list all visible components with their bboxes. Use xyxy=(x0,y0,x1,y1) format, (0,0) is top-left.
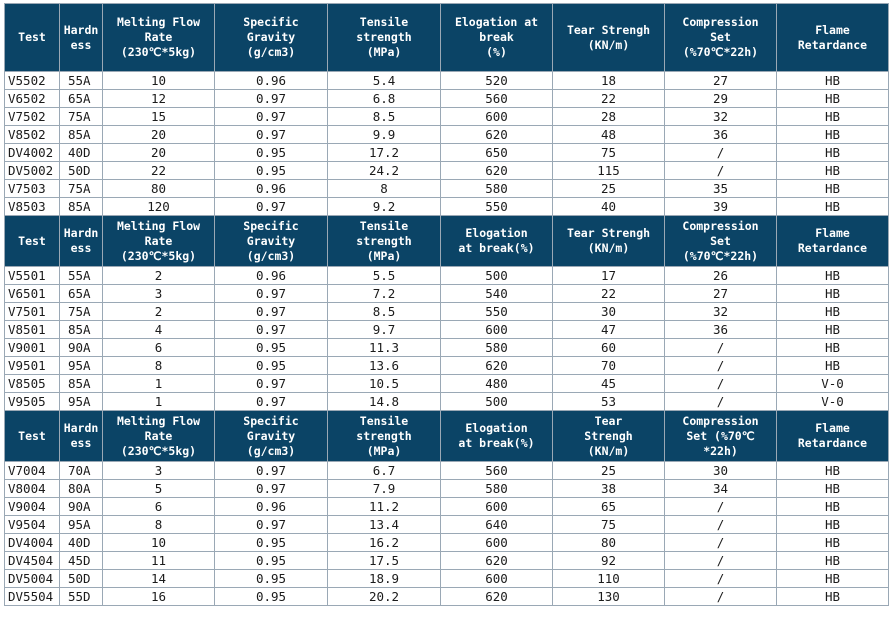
table-cell: 10.5 xyxy=(328,375,441,393)
table-cell: 10 xyxy=(103,534,215,552)
table-cell: 520 xyxy=(441,72,553,90)
table-cell: HB xyxy=(777,90,889,108)
table-cell: 11.2 xyxy=(328,498,441,516)
grade-cell: DV4504 xyxy=(5,552,60,570)
column-header: Melting Flow Rate (230℃*5kg) xyxy=(103,216,215,267)
column-header: Compression Set (%70℃*22h) xyxy=(665,4,777,72)
table-cell: 12 xyxy=(103,90,215,108)
table-cell: 540 xyxy=(441,285,553,303)
table-cell: HB xyxy=(777,126,889,144)
table-cell: 30 xyxy=(665,462,777,480)
table-cell: 6.8 xyxy=(328,90,441,108)
table-cell: 0.97 xyxy=(215,516,328,534)
table-cell: 0.97 xyxy=(215,321,328,339)
table-row xyxy=(5,375,889,393)
table-cell: 38 xyxy=(553,480,665,498)
table-cell: 2 xyxy=(103,267,215,285)
table-cell: HB xyxy=(777,72,889,90)
table-cell: 32 xyxy=(665,108,777,126)
table-row xyxy=(5,588,889,606)
table-cell: HB xyxy=(777,198,889,216)
table-cell: 80 xyxy=(103,180,215,198)
table-cell: 0.96 xyxy=(215,180,328,198)
table-cell: 480 xyxy=(441,375,553,393)
table-cell: 26 xyxy=(665,267,777,285)
table-cell: V-0 xyxy=(777,393,889,411)
grade-cell: DV5002 xyxy=(5,162,60,180)
table-cell: 11 xyxy=(103,552,215,570)
table-cell: 85A xyxy=(60,126,103,144)
table-cell: 620 xyxy=(441,552,553,570)
table-cell: 500 xyxy=(441,393,553,411)
table-cell: 70A xyxy=(60,462,103,480)
table-cell: 0.97 xyxy=(215,198,328,216)
table-cell: 85A xyxy=(60,375,103,393)
column-header: Hardn ess xyxy=(60,4,103,72)
grade-cell: V7502 xyxy=(5,108,60,126)
table-cell: 75A xyxy=(60,303,103,321)
table-cell: HB xyxy=(777,570,889,588)
table-cell: 580 xyxy=(441,480,553,498)
table-cell: 8 xyxy=(103,516,215,534)
grade-cell: V6502 xyxy=(5,90,60,108)
table-cell: / xyxy=(665,375,777,393)
table-row xyxy=(5,72,889,90)
table-cell: HB xyxy=(777,534,889,552)
table-cell: 32 xyxy=(665,303,777,321)
grade-cell: V6501 xyxy=(5,285,60,303)
table-cell: 130 xyxy=(553,588,665,606)
table-cell: 580 xyxy=(441,339,553,357)
table-cell: 17.2 xyxy=(328,144,441,162)
table-cell: V-0 xyxy=(777,375,889,393)
table-cell: 10 xyxy=(103,72,215,90)
column-header: Tear Strengh (KN/m) xyxy=(553,216,665,267)
table-cell: 28 xyxy=(553,108,665,126)
column-header: Melting Flow Rate (230℃*5kg) xyxy=(103,4,215,72)
table-row xyxy=(5,498,889,516)
table-cell: 55D xyxy=(60,588,103,606)
table-cell: 35 xyxy=(665,180,777,198)
table-cell: 560 xyxy=(441,90,553,108)
table-cell: 85A xyxy=(60,321,103,339)
table-cell: 9.2 xyxy=(328,198,441,216)
grade-cell: DV4002 xyxy=(5,144,60,162)
table-cell: 0.96 xyxy=(215,498,328,516)
table-cell: 0.97 xyxy=(215,303,328,321)
table-cell: 0.95 xyxy=(215,534,328,552)
table-cell: HB xyxy=(777,498,889,516)
table-cell: HB xyxy=(777,144,889,162)
table-cell: 48 xyxy=(553,126,665,144)
table-cell: 36 xyxy=(665,321,777,339)
grade-cell: DV5504 xyxy=(5,588,60,606)
table-cell: 8.5 xyxy=(328,108,441,126)
table-cell: HB xyxy=(777,108,889,126)
table-cell: 75 xyxy=(553,516,665,534)
table-cell: 80A xyxy=(60,480,103,498)
table-cell: 0.97 xyxy=(215,90,328,108)
table-cell: 90A xyxy=(60,498,103,516)
column-header: Elogation at break(%) xyxy=(441,411,553,462)
table-cell: 9.7 xyxy=(328,321,441,339)
table-row xyxy=(5,480,889,498)
column-header: Test xyxy=(5,411,60,462)
table-cell: 24.2 xyxy=(328,162,441,180)
table-cell: HB xyxy=(777,588,889,606)
grade-cell: V9501 xyxy=(5,357,60,375)
table-cell: HB xyxy=(777,267,889,285)
table-cell: 7.9 xyxy=(328,480,441,498)
table-cell: 36 xyxy=(665,126,777,144)
table-cell: 20.2 xyxy=(328,588,441,606)
table-cell: 40D xyxy=(60,144,103,162)
table-row xyxy=(5,162,889,180)
table-cell: 65A xyxy=(60,90,103,108)
properties-table xyxy=(4,3,889,606)
table-cell: 25 xyxy=(553,180,665,198)
table-cell: 600 xyxy=(441,108,553,126)
table-row xyxy=(5,570,889,588)
table-cell: 0.97 xyxy=(215,108,328,126)
table-cell: 29 xyxy=(665,90,777,108)
table-row xyxy=(5,267,889,285)
table-cell: 8 xyxy=(328,180,441,198)
table-cell: 18.9 xyxy=(328,570,441,588)
table-cell: HB xyxy=(777,303,889,321)
table-cell: HB xyxy=(777,516,889,534)
column-header: Tear Strengh (KN/m) xyxy=(553,4,665,72)
table-cell: / xyxy=(665,498,777,516)
table-cell: 560 xyxy=(441,462,553,480)
table-cell: HB xyxy=(777,357,889,375)
table-cell: 50D xyxy=(60,162,103,180)
column-header: Tensile strength (MPa) xyxy=(328,411,441,462)
grade-cell: V7004 xyxy=(5,462,60,480)
table-cell: 2 xyxy=(103,303,215,321)
table-cell: 0.97 xyxy=(215,375,328,393)
table-cell: 39 xyxy=(665,198,777,216)
table-cell: 3 xyxy=(103,462,215,480)
table-cell: 120 xyxy=(103,198,215,216)
table-row xyxy=(5,321,889,339)
table-row xyxy=(5,198,889,216)
header-row xyxy=(5,411,889,462)
table-cell: 45 xyxy=(553,375,665,393)
table-cell: 550 xyxy=(441,198,553,216)
grade-cell: V7501 xyxy=(5,303,60,321)
table-cell: 27 xyxy=(665,285,777,303)
table-cell: 70 xyxy=(553,357,665,375)
table-cell: 550 xyxy=(441,303,553,321)
column-header: Specific Gravity (g/cm3) xyxy=(215,411,328,462)
table-cell: 0.96 xyxy=(215,72,328,90)
table-cell: 0.95 xyxy=(215,357,328,375)
table-row xyxy=(5,339,889,357)
table-cell: 0.95 xyxy=(215,162,328,180)
table-cell: 0.95 xyxy=(215,588,328,606)
column-header: Tensile strength (MPa) xyxy=(328,4,441,72)
table-cell: 65A xyxy=(60,285,103,303)
table-cell: / xyxy=(665,144,777,162)
table-cell: 90A xyxy=(60,339,103,357)
table-row xyxy=(5,552,889,570)
table-cell: 95A xyxy=(60,393,103,411)
table-cell: 0.95 xyxy=(215,570,328,588)
table-cell: 8.5 xyxy=(328,303,441,321)
table-cell: 1 xyxy=(103,393,215,411)
grade-cell: DV5004 xyxy=(5,570,60,588)
table-cell: 1 xyxy=(103,375,215,393)
grade-cell: DV4004 xyxy=(5,534,60,552)
table-cell: 14 xyxy=(103,570,215,588)
table-cell: 75A xyxy=(60,108,103,126)
column-header: Hardn ess xyxy=(60,411,103,462)
table-cell: 34 xyxy=(665,480,777,498)
grade-cell: V9505 xyxy=(5,393,60,411)
table-row xyxy=(5,126,889,144)
table-cell: 65 xyxy=(553,498,665,516)
table-cell: 55A xyxy=(60,72,103,90)
table-cell: 75A xyxy=(60,180,103,198)
table-cell: 6.7 xyxy=(328,462,441,480)
table-row xyxy=(5,462,889,480)
grade-cell: V9504 xyxy=(5,516,60,534)
table-cell: 27 xyxy=(665,72,777,90)
table-row xyxy=(5,303,889,321)
table-row xyxy=(5,108,889,126)
table-cell: HB xyxy=(777,321,889,339)
table-cell: 47 xyxy=(553,321,665,339)
table-cell: 0.97 xyxy=(215,480,328,498)
table-cell: HB xyxy=(777,162,889,180)
table-cell: 0.97 xyxy=(215,126,328,144)
table-cell: 45D xyxy=(60,552,103,570)
grade-cell: V8505 xyxy=(5,375,60,393)
table-cell: 620 xyxy=(441,126,553,144)
table-cell: / xyxy=(665,552,777,570)
table-cell: 17 xyxy=(553,267,665,285)
table-cell: 13.6 xyxy=(328,357,441,375)
table-cell: 620 xyxy=(441,588,553,606)
table-cell: / xyxy=(665,339,777,357)
table-cell: 80 xyxy=(553,534,665,552)
table-cell: 75 xyxy=(553,144,665,162)
grade-cell: V5501 xyxy=(5,267,60,285)
table-cell: 0.95 xyxy=(215,339,328,357)
table-cell: 13.4 xyxy=(328,516,441,534)
table-row xyxy=(5,285,889,303)
grade-cell: V8503 xyxy=(5,198,60,216)
table-cell: 5 xyxy=(103,480,215,498)
table-cell: HB xyxy=(777,180,889,198)
table-cell: 55A xyxy=(60,267,103,285)
table-cell: 30 xyxy=(553,303,665,321)
column-header: Compression Set (%70℃ *22h) xyxy=(665,411,777,462)
table-cell: 650 xyxy=(441,144,553,162)
table-cell: HB xyxy=(777,285,889,303)
table-cell: 0.95 xyxy=(215,552,328,570)
table-cell: / xyxy=(665,357,777,375)
table-row xyxy=(5,393,889,411)
table-cell: 0.95 xyxy=(215,144,328,162)
table-cell: 22 xyxy=(553,90,665,108)
table-cell: 20 xyxy=(103,144,215,162)
table-cell: 50D xyxy=(60,570,103,588)
column-header: Elogation at break (%) xyxy=(441,4,553,72)
table-row xyxy=(5,144,889,162)
grade-cell: V8502 xyxy=(5,126,60,144)
table-cell: 5.4 xyxy=(328,72,441,90)
table-cell: / xyxy=(665,570,777,588)
table-cell: HB xyxy=(777,339,889,357)
grade-cell: V8004 xyxy=(5,480,60,498)
table-cell: 115 xyxy=(553,162,665,180)
table-cell: / xyxy=(665,516,777,534)
table-cell: 600 xyxy=(441,534,553,552)
table-cell: 620 xyxy=(441,357,553,375)
column-header: Hardn ess xyxy=(60,216,103,267)
grade-cell: V8501 xyxy=(5,321,60,339)
table-cell: 620 xyxy=(441,162,553,180)
column-header: Tear Strengh (KN/m) xyxy=(553,411,665,462)
table-row xyxy=(5,534,889,552)
table-cell: 22 xyxy=(553,285,665,303)
column-header: Test xyxy=(5,216,60,267)
column-header: Flame Retardance xyxy=(777,216,889,267)
table-cell: 40 xyxy=(553,198,665,216)
table-cell: 18 xyxy=(553,72,665,90)
table-cell: / xyxy=(665,162,777,180)
table-row xyxy=(5,90,889,108)
table-cell: 40D xyxy=(60,534,103,552)
grade-cell: V5502 xyxy=(5,72,60,90)
table-cell: 16 xyxy=(103,588,215,606)
table-cell: 22 xyxy=(103,162,215,180)
table-cell: 92 xyxy=(553,552,665,570)
table-cell: 7.2 xyxy=(328,285,441,303)
column-header: Flame Retardance xyxy=(777,411,889,462)
column-header: Elogation at break(%) xyxy=(441,216,553,267)
table-cell: 0.97 xyxy=(215,462,328,480)
column-header: Flame Retardance xyxy=(777,4,889,72)
table-cell: 5.5 xyxy=(328,267,441,285)
table-cell: 4 xyxy=(103,321,215,339)
table-cell: HB xyxy=(777,462,889,480)
grade-cell: V9001 xyxy=(5,339,60,357)
table-cell: 6 xyxy=(103,339,215,357)
table-cell: 95A xyxy=(60,516,103,534)
column-header: Specific Gravity (g/cm3) xyxy=(215,216,328,267)
table-cell: 9.9 xyxy=(328,126,441,144)
table-cell: 0.97 xyxy=(215,285,328,303)
table-cell: 60 xyxy=(553,339,665,357)
table-cell: 580 xyxy=(441,180,553,198)
grade-cell: V7503 xyxy=(5,180,60,198)
table-cell: 0.96 xyxy=(215,267,328,285)
table-cell: 16.2 xyxy=(328,534,441,552)
table-cell: 110 xyxy=(553,570,665,588)
table-cell: 0.97 xyxy=(215,393,328,411)
table-row xyxy=(5,516,889,534)
table-cell: HB xyxy=(777,552,889,570)
table-cell: 640 xyxy=(441,516,553,534)
header-row xyxy=(5,4,889,72)
table-cell: 14.8 xyxy=(328,393,441,411)
table-cell: 53 xyxy=(553,393,665,411)
table-cell: / xyxy=(665,393,777,411)
column-header: Specific Gravity (g/cm3) xyxy=(215,4,328,72)
table-row xyxy=(5,357,889,375)
table-cell: 6 xyxy=(103,498,215,516)
table-cell: 17.5 xyxy=(328,552,441,570)
table-cell: 600 xyxy=(441,570,553,588)
grade-cell: V9004 xyxy=(5,498,60,516)
table-cell: 500 xyxy=(441,267,553,285)
table-cell: 3 xyxy=(103,285,215,303)
column-header: Test xyxy=(5,4,60,72)
header-row xyxy=(5,216,889,267)
table-cell: HB xyxy=(777,480,889,498)
table-cell: 600 xyxy=(441,498,553,516)
table-cell: 8 xyxy=(103,357,215,375)
table-cell: 95A xyxy=(60,357,103,375)
table-row xyxy=(5,180,889,198)
column-header: Compression Set (%70℃*22h) xyxy=(665,216,777,267)
table-cell: 20 xyxy=(103,126,215,144)
table-cell: 25 xyxy=(553,462,665,480)
column-header: Tensile strength (MPa) xyxy=(328,216,441,267)
table-cell: / xyxy=(665,534,777,552)
column-header: Melting Flow Rate (230℃*5kg) xyxy=(103,411,215,462)
table-cell: 11.3 xyxy=(328,339,441,357)
table-cell: 15 xyxy=(103,108,215,126)
table-cell: / xyxy=(665,588,777,606)
table-cell: 600 xyxy=(441,321,553,339)
table-cell: 85A xyxy=(60,198,103,216)
